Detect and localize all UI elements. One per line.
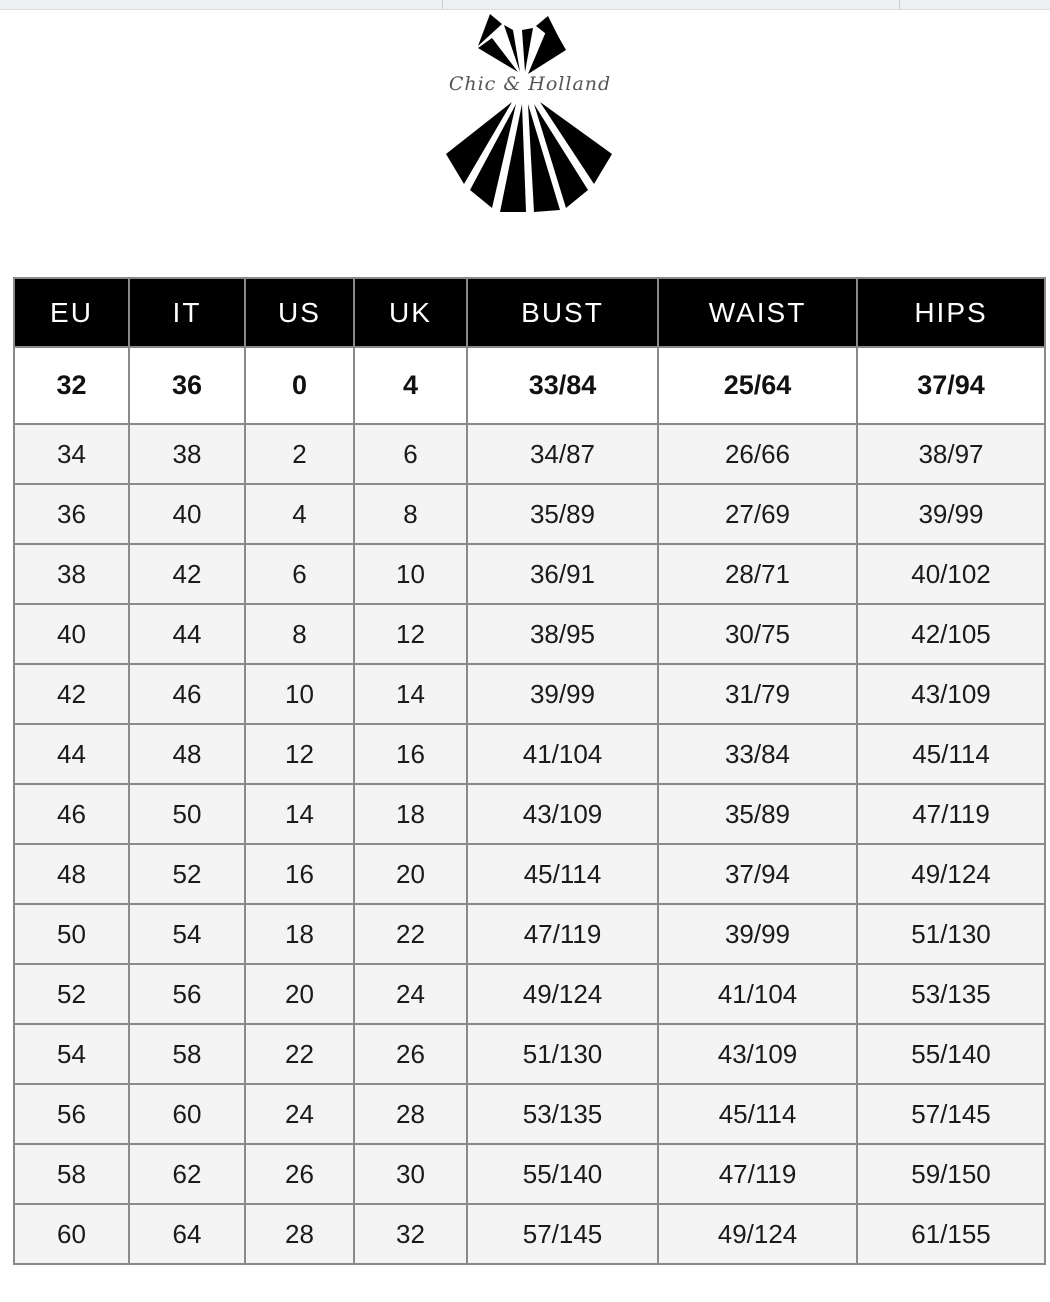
cell-waist: 43/109 (658, 1024, 857, 1084)
cell-bust: 38/95 (467, 604, 658, 664)
cell-it: 58 (129, 1024, 245, 1084)
cell-hips: 38/97 (857, 424, 1045, 484)
cell-it: 46 (129, 664, 245, 724)
cell-it: 56 (129, 964, 245, 1024)
cell-hips: 55/140 (857, 1024, 1045, 1084)
table-row (14, 664, 1045, 724)
cell-hips: 59/150 (857, 1144, 1045, 1204)
cell-waist: 28/71 (658, 544, 857, 604)
cell-eu: 36 (14, 484, 129, 544)
cell-hips: 57/145 (857, 1084, 1045, 1144)
cell-waist: 37/94 (658, 844, 857, 904)
table-row (14, 964, 1045, 1024)
cell-it: 44 (129, 604, 245, 664)
cell-bust: 34/87 (467, 424, 658, 484)
cell-uk: 12 (354, 604, 467, 664)
cell-us: 14 (245, 784, 354, 844)
table-row (14, 1144, 1045, 1204)
cell-uk: 24 (354, 964, 467, 1024)
table-row (14, 904, 1045, 964)
cell-waist: 27/69 (658, 484, 857, 544)
brand-logo (440, 12, 620, 217)
cell-bust: 53/135 (467, 1084, 658, 1144)
cell-uk: 28 (354, 1084, 467, 1144)
cell-hips: 47/119 (857, 784, 1045, 844)
cell-eu: 48 (14, 844, 129, 904)
cell-it: 36 (129, 347, 245, 424)
cell-eu: 38 (14, 544, 129, 604)
cell-it: 64 (129, 1204, 245, 1264)
cell-waist: 47/119 (658, 1144, 857, 1204)
cell-hips: 37/94 (857, 347, 1045, 424)
cell-eu: 54 (14, 1024, 129, 1084)
table-row (14, 347, 1045, 424)
cell-waist: 26/66 (658, 424, 857, 484)
size-chart-header (14, 278, 1045, 347)
table-row (14, 724, 1045, 784)
cell-us: 26 (245, 1144, 354, 1204)
tab-divider-left (442, 0, 900, 9)
cell-it: 54 (129, 904, 245, 964)
cell-uk: 20 (354, 844, 467, 904)
cell-waist: 49/124 (658, 1204, 857, 1264)
cell-us: 28 (245, 1204, 354, 1264)
cell-eu: 40 (14, 604, 129, 664)
table-row (14, 424, 1045, 484)
cell-us: 16 (245, 844, 354, 904)
cell-it: 62 (129, 1144, 245, 1204)
browser-tab-strip (0, 0, 1050, 10)
cell-waist: 33/84 (658, 724, 857, 784)
table-row (14, 784, 1045, 844)
cell-eu: 34 (14, 424, 129, 484)
cell-bust: 39/99 (467, 664, 658, 724)
cell-us: 2 (245, 424, 354, 484)
table-row (14, 1084, 1045, 1144)
cell-waist: 41/104 (658, 964, 857, 1024)
cell-bust: 43/109 (467, 784, 658, 844)
cell-it: 42 (129, 544, 245, 604)
cell-it: 48 (129, 724, 245, 784)
cell-bust: 55/140 (467, 1144, 658, 1204)
cell-eu: 32 (14, 347, 129, 424)
logo-wordmark: Chic & Holland (448, 73, 612, 95)
cell-eu: 44 (14, 724, 129, 784)
size-chart-table (13, 277, 1046, 1265)
cell-waist: 25/64 (658, 347, 857, 424)
cell-us: 18 (245, 904, 354, 964)
column-header-hips: HIPS (857, 278, 1045, 347)
cell-eu: 42 (14, 664, 129, 724)
cell-bust: 45/114 (467, 844, 658, 904)
cell-hips: 42/105 (857, 604, 1045, 664)
size-chart-body (14, 347, 1045, 1264)
cell-bust: 35/89 (467, 484, 658, 544)
cell-hips: 40/102 (857, 544, 1045, 604)
tab-divider-right (899, 0, 1050, 9)
cell-waist: 30/75 (658, 604, 857, 664)
cell-eu: 50 (14, 904, 129, 964)
cell-uk: 16 (354, 724, 467, 784)
cell-us: 0 (245, 347, 354, 424)
column-header-eu: EU (14, 278, 129, 347)
cell-uk: 26 (354, 1024, 467, 1084)
cell-waist: 39/99 (658, 904, 857, 964)
cell-hips: 39/99 (857, 484, 1045, 544)
column-header-waist: WAIST (658, 278, 857, 347)
cell-bust: 33/84 (467, 347, 658, 424)
cell-it: 52 (129, 844, 245, 904)
column-header-it: IT (129, 278, 245, 347)
cell-uk: 18 (354, 784, 467, 844)
cell-waist: 35/89 (658, 784, 857, 844)
cell-waist: 31/79 (658, 664, 857, 724)
cell-it: 38 (129, 424, 245, 484)
cell-eu: 56 (14, 1084, 129, 1144)
cell-it: 50 (129, 784, 245, 844)
cell-us: 20 (245, 964, 354, 1024)
column-header-us: US (245, 278, 354, 347)
logo-bow-mid-right (522, 28, 533, 72)
cell-waist: 45/114 (658, 1084, 857, 1144)
cell-uk: 32 (354, 1204, 467, 1264)
table-row (14, 604, 1045, 664)
cell-us: 8 (245, 604, 354, 664)
cell-bust: 49/124 (467, 964, 658, 1024)
cell-hips: 61/155 (857, 1204, 1045, 1264)
cell-hips: 49/124 (857, 844, 1045, 904)
cell-bust: 41/104 (467, 724, 658, 784)
cell-it: 60 (129, 1084, 245, 1144)
cell-eu: 58 (14, 1144, 129, 1204)
cell-hips: 51/130 (857, 904, 1045, 964)
cell-it: 40 (129, 484, 245, 544)
column-header-bust: BUST (467, 278, 658, 347)
cell-uk: 22 (354, 904, 467, 964)
cell-us: 12 (245, 724, 354, 784)
cell-uk: 6 (354, 424, 467, 484)
cell-uk: 8 (354, 484, 467, 544)
table-row (14, 544, 1045, 604)
cell-hips: 43/109 (857, 664, 1045, 724)
cell-eu: 52 (14, 964, 129, 1024)
column-header-uk: UK (354, 278, 467, 347)
cell-bust: 47/119 (467, 904, 658, 964)
cell-bust: 36/91 (467, 544, 658, 604)
cell-uk: 30 (354, 1144, 467, 1204)
cell-bust: 57/145 (467, 1204, 658, 1264)
cell-bust: 51/130 (467, 1024, 658, 1084)
cell-uk: 4 (354, 347, 467, 424)
cell-hips: 45/114 (857, 724, 1045, 784)
table-row (14, 1024, 1045, 1084)
cell-eu: 46 (14, 784, 129, 844)
cell-us: 10 (245, 664, 354, 724)
cell-us: 6 (245, 544, 354, 604)
cell-uk: 14 (354, 664, 467, 724)
cell-us: 22 (245, 1024, 354, 1084)
cell-hips: 53/135 (857, 964, 1045, 1024)
cell-uk: 10 (354, 544, 467, 604)
cell-eu: 60 (14, 1204, 129, 1264)
table-row (14, 1204, 1045, 1264)
logo-bow-inner-right (528, 22, 566, 74)
header-row (14, 278, 1045, 347)
table-row (14, 844, 1045, 904)
logo-skirt-panel-3 (500, 104, 526, 212)
table-row (14, 484, 1045, 544)
cell-us: 4 (245, 484, 354, 544)
cell-us: 24 (245, 1084, 354, 1144)
